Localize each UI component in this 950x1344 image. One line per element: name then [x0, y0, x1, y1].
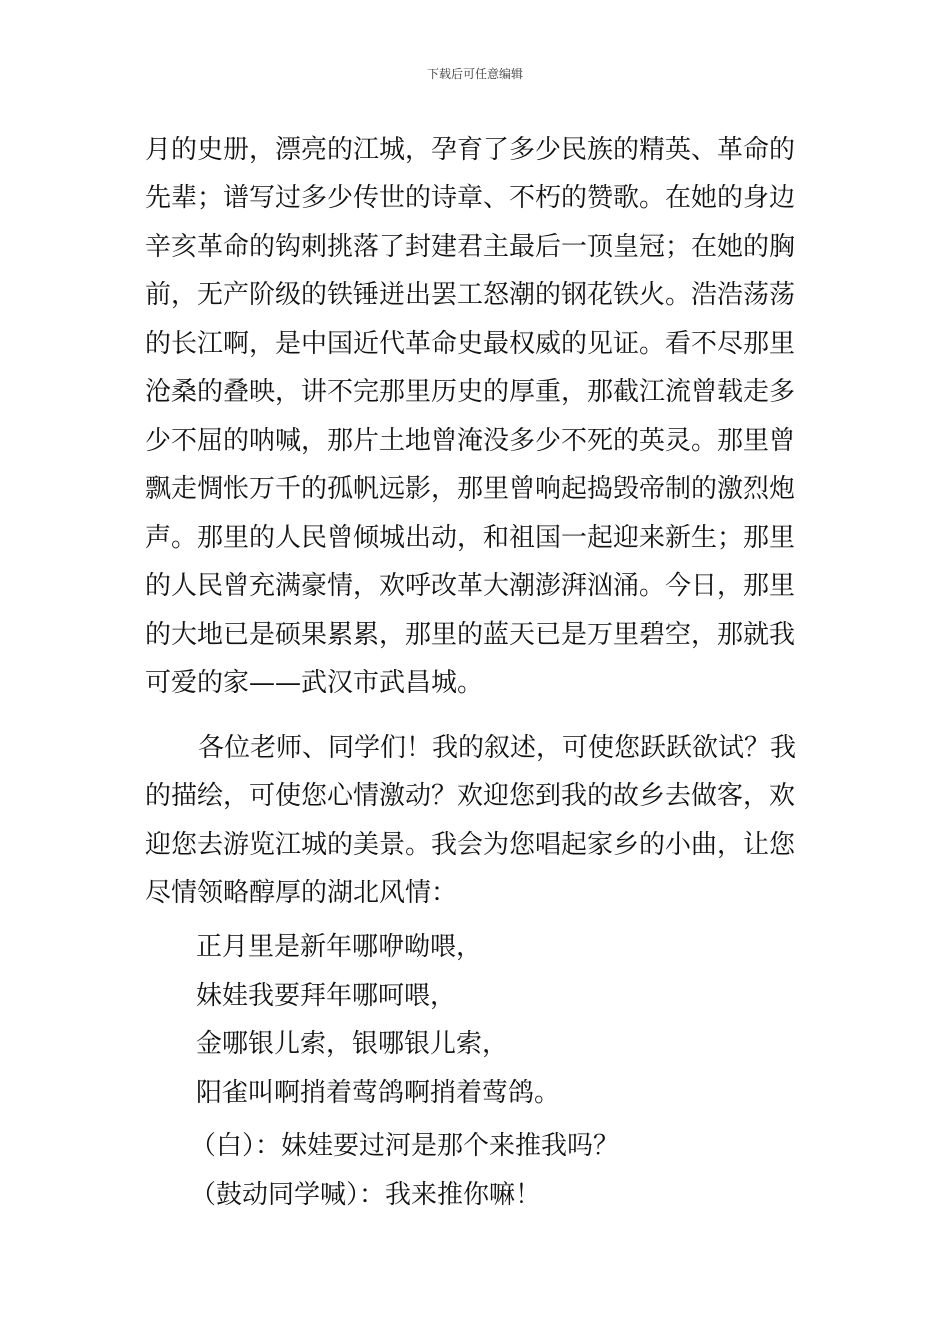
page-header-note: 下载后可任意编辑: [426, 67, 523, 81]
song-verse-line: 阳雀叫啊捎着莺鸽啊捎着莺鸽。: [196, 1078, 561, 1108]
text-line: 辛亥革命的钩刺挑落了封建君主最后一顶皇冠；在她的胸: [145, 232, 796, 262]
text-line: 的长江啊，是中国近代革命史最权威的见证。看不尽那里: [145, 329, 796, 359]
song-verse-line: 正月里是新年哪咿呦喂，: [196, 932, 483, 962]
song-verse-line: 妹娃我要拜年哪呵喂，: [196, 981, 457, 1011]
spoken-line: （白）：妹娃要过河是那个来推我吗？: [190, 1131, 620, 1161]
text-line: 可爱的家——武汉市武昌城。: [145, 668, 484, 698]
text-line: 尽情领略醇厚的湖北风情：: [145, 878, 458, 908]
text-line: 的人民曾充满豪情，欢呼改革大潮澎湃汹涌。今日，那里: [145, 571, 796, 601]
text-line: 迎您去游览江城的美景。我会为您唱起家乡的小曲，让您: [145, 830, 796, 860]
text-line: 前，无产阶级的铁锤迸出罢工怒潮的钢花铁火。浩浩荡荡: [145, 280, 796, 310]
text-line: 沧桑的叠映，讲不完那里历史的厚重，那截江流曾载走多: [145, 377, 796, 407]
text-line: 的大地已是硕果累累，那里的蓝天已是万里碧空，那就我: [145, 620, 796, 650]
song-verse-line: 金哪银儿索，银哪银儿索，: [196, 1029, 509, 1059]
spoken-line: （鼓动同学喊）：我来推你嘛！: [190, 1180, 542, 1210]
text-line: 飘走惆怅万千的孤帆远影，那里曾响起捣毁帝制的激烈炮: [145, 474, 796, 504]
text-line: 的描绘，可使您心情激动？欢迎您到我的故乡去做客，欢: [145, 781, 796, 811]
text-line: 声。那里的人民曾倾城出动，和祖国一起迎来新生；那里: [145, 523, 796, 553]
text-line: 先辈；谱写过多少传世的诗章、不朽的赞歌。在她的身边: [145, 183, 796, 213]
paragraph-first-line: 各位老师、同学们！我的叙述，可使您跃跃欲试？我: [198, 733, 797, 763]
text-line: 月的史册，漂亮的江城，孕育了多少民族的精英、革命的: [145, 135, 796, 165]
text-line: 少不屈的呐喊，那片土地曾淹没多少不死的英灵。那里曾: [145, 426, 796, 456]
